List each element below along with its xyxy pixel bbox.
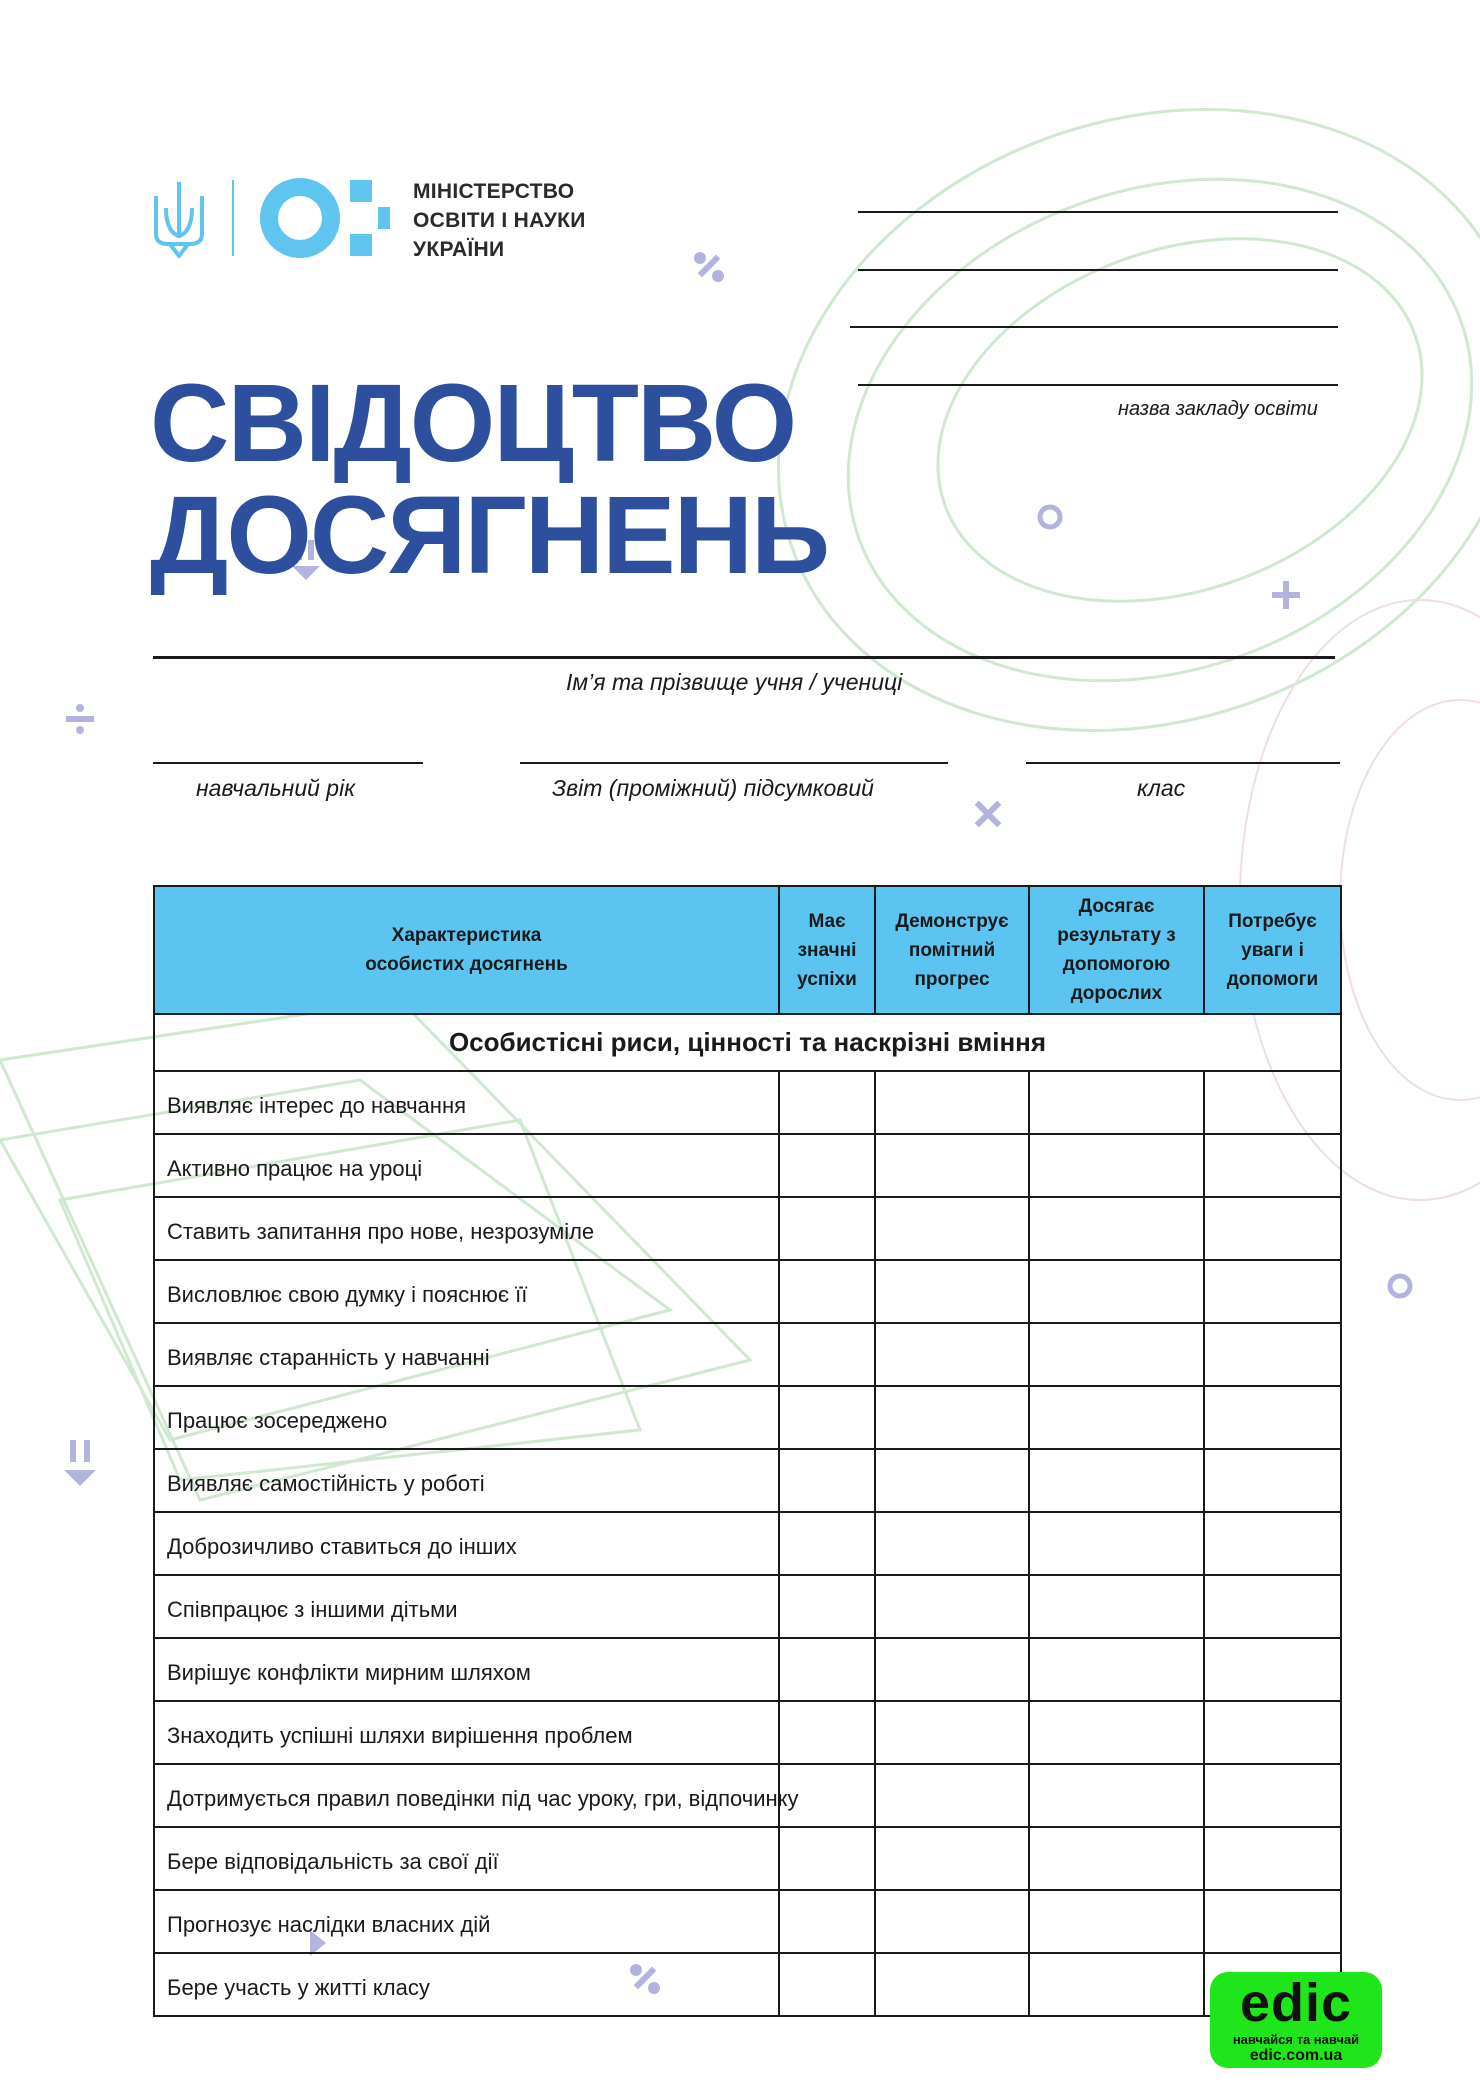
mark-cell[interactable] [1029,1449,1204,1512]
mark-cell[interactable] [1204,1827,1341,1890]
header-text: Потребує [1228,910,1317,932]
mark-cell[interactable] [1204,1638,1341,1701]
header-text: дорослих [1070,983,1163,1004]
table-row [154,1890,1341,1953]
header-text: допомоги [1226,968,1319,990]
mark-cell[interactable] [779,1890,875,1953]
mark-cell[interactable] [779,1953,875,2016]
row-label: Знаходить успішні шляхи вирішення проблем [154,1701,779,1764]
table-row [154,1575,1341,1638]
row-label: Бере відповідальність за свої дії [154,1827,779,1890]
mark-cell[interactable] [875,1953,1029,2016]
mark-cell[interactable] [875,1638,1029,1701]
table-row [154,1827,1341,1890]
mark-cell[interactable] [1204,1071,1341,1134]
school-year-caption: навчальний рік [196,775,356,801]
mark-cell[interactable] [779,1260,875,1323]
mark-cell[interactable] [875,1323,1029,1386]
table-row [154,1260,1341,1323]
mark-cell[interactable] [875,1764,1029,1827]
table-row [154,1323,1341,1386]
header-text: помітний [908,939,996,961]
header-significant-success [779,886,875,1014]
page-title [150,362,829,597]
header-text: успіхи [797,968,857,990]
achievements-table [153,885,1342,2017]
row-label: Ставить запитання про нове, незрозуміле [154,1197,779,1260]
section-title: Особистісні риси, цінності та наскрізні вміння [154,1014,1341,1071]
mark-cell[interactable] [1029,1071,1204,1134]
mark-cell[interactable] [1204,1386,1341,1449]
student-name-caption: Ім’я та прізвище учня / учениці [566,669,903,695]
row-label: Висловлює свою думку і пояснює її [154,1260,779,1323]
mark-cell[interactable] [875,1071,1029,1134]
ministry-name-line: МІНІСТЕРСТВО [413,180,575,203]
header-text: Має [808,910,846,932]
edic-logo-word: edic [1239,1973,1353,2033]
ukraine-trident-icon [150,178,208,260]
mark-cell[interactable] [1029,1638,1204,1701]
report-type-caption: Звіт (проміжний) підсумковий [552,775,874,801]
mark-cell[interactable] [779,1071,875,1134]
mark-cell[interactable] [779,1134,875,1197]
student-name-line[interactable] [153,656,1335,659]
title-line: ДОСЯГНЕНЬ [150,474,829,597]
table-header-row [154,886,1341,1014]
mark-cell[interactable] [779,1323,875,1386]
row-label: Співпрацює з іншими дітьми [154,1575,779,1638]
table-row [154,1071,1341,1134]
mark-cell[interactable] [1204,1890,1341,1953]
moe-logo-icon [258,176,398,260]
header-text: значні [797,939,857,961]
mark-cell[interactable] [1029,1764,1204,1827]
header-text: допомогою [1062,954,1171,975]
mark-cell[interactable] [875,1827,1029,1890]
school-name-line[interactable] [858,384,1338,386]
header-with-adult-help [1029,886,1204,1014]
ministry-name-line: УКРАЇНИ [413,238,505,261]
mark-cell[interactable] [1204,1134,1341,1197]
header-text: Демонструє [895,910,1009,932]
ministry-name-line: ОСВІТИ І НАУКИ [413,209,586,232]
report-line[interactable] [520,762,948,764]
header-text: Досягає [1078,896,1155,917]
mark-cell[interactable] [1029,1386,1204,1449]
mark-cell[interactable] [1029,1827,1204,1890]
row-label: Прогнозує наслідки власних дій [154,1890,779,1953]
table-row [154,1197,1341,1260]
mark-cell[interactable] [875,1575,1029,1638]
school-name-caption: назва закладу освіти [1118,398,1318,420]
mark-cell[interactable] [1204,1701,1341,1764]
class-caption: клас [1137,775,1186,801]
mark-cell[interactable] [1029,1512,1204,1575]
school-year-line[interactable] [153,762,423,764]
row-label: Виявляє самостійність у роботі [154,1449,779,1512]
table-row [154,1638,1341,1701]
mark-cell[interactable] [875,1197,1029,1260]
mark-cell[interactable] [779,1197,875,1260]
row-label: Дотримується правил поведінки під час уроку, гри, відпочинку [154,1764,779,1827]
mark-cell[interactable] [1029,1134,1204,1197]
header-text: уваги і [1241,939,1304,961]
mark-cell[interactable] [1204,1260,1341,1323]
row-label: Виявляє інтерес до навчання [154,1071,779,1134]
mark-cell[interactable] [779,1827,875,1890]
mark-cell[interactable] [875,1512,1029,1575]
mark-cell[interactable] [875,1890,1029,1953]
mark-cell[interactable] [779,1386,875,1449]
mark-cell[interactable] [1204,1449,1341,1512]
school-name-line[interactable] [850,326,1338,328]
mark-cell[interactable] [1204,1323,1341,1386]
table-row [154,1386,1341,1449]
mark-cell[interactable] [875,1260,1029,1323]
row-label: Доброзичливо ставиться до інших [154,1512,779,1575]
header-text: прогрес [914,968,990,990]
header-characteristic [154,886,779,1014]
mark-cell[interactable] [1204,1764,1341,1827]
mark-cell[interactable] [779,1449,875,1512]
section-row [154,1014,1341,1071]
mark-cell[interactable] [1029,1260,1204,1323]
row-label: Виявляє старанність у навчанні [154,1323,779,1386]
mark-cell[interactable] [1029,1197,1204,1260]
mark-cell[interactable] [779,1575,875,1638]
header-text: особистих досягнень [365,954,568,975]
row-label: Працює зосереджено [154,1386,779,1449]
mark-cell[interactable] [1029,1575,1204,1638]
mark-cell[interactable] [1029,1890,1204,1953]
school-name-line[interactable] [858,269,1338,271]
class-line[interactable] [1026,762,1340,764]
ministry-name [413,177,586,264]
edic-site: edic.com.ua [1249,2047,1343,2064]
table-row [154,1134,1341,1197]
row-label: Активно працює на уроці [154,1134,779,1197]
mark-cell[interactable] [875,1449,1029,1512]
school-name-line[interactable] [858,211,1338,213]
table-row [154,1512,1341,1575]
header-needs-attention [1204,886,1341,1014]
table-row [154,1701,1341,1764]
mark-cell[interactable] [1204,1197,1341,1260]
row-label: Бере участь у житті класу [154,1953,779,2016]
mark-cell[interactable] [1029,1953,1204,2016]
mark-cell[interactable] [779,1701,875,1764]
mark-cell[interactable] [875,1134,1029,1197]
mark-cell[interactable] [1029,1701,1204,1764]
mark-cell[interactable] [779,1638,875,1701]
row-label: Вирішує конфлікти мирним шляхом [154,1638,779,1701]
mark-cell[interactable] [779,1512,875,1575]
table-row [154,1953,1341,2016]
mark-cell[interactable] [875,1701,1029,1764]
table-row [154,1449,1341,1512]
logo-divider [232,180,234,256]
edic-tagline: навчайся та навчай [1232,2032,1360,2047]
header-noticeable-progress [875,886,1029,1014]
table-row [154,1764,1341,1827]
mark-cell[interactable] [875,1386,1029,1449]
mark-cell[interactable] [1204,1575,1341,1638]
mark-cell[interactable] [1029,1323,1204,1386]
header-text: результату з [1057,925,1176,946]
title-line: СВІДОЦТВО [150,362,796,485]
mark-cell[interactable] [1204,1512,1341,1575]
header-text: Характеристика [391,925,542,946]
